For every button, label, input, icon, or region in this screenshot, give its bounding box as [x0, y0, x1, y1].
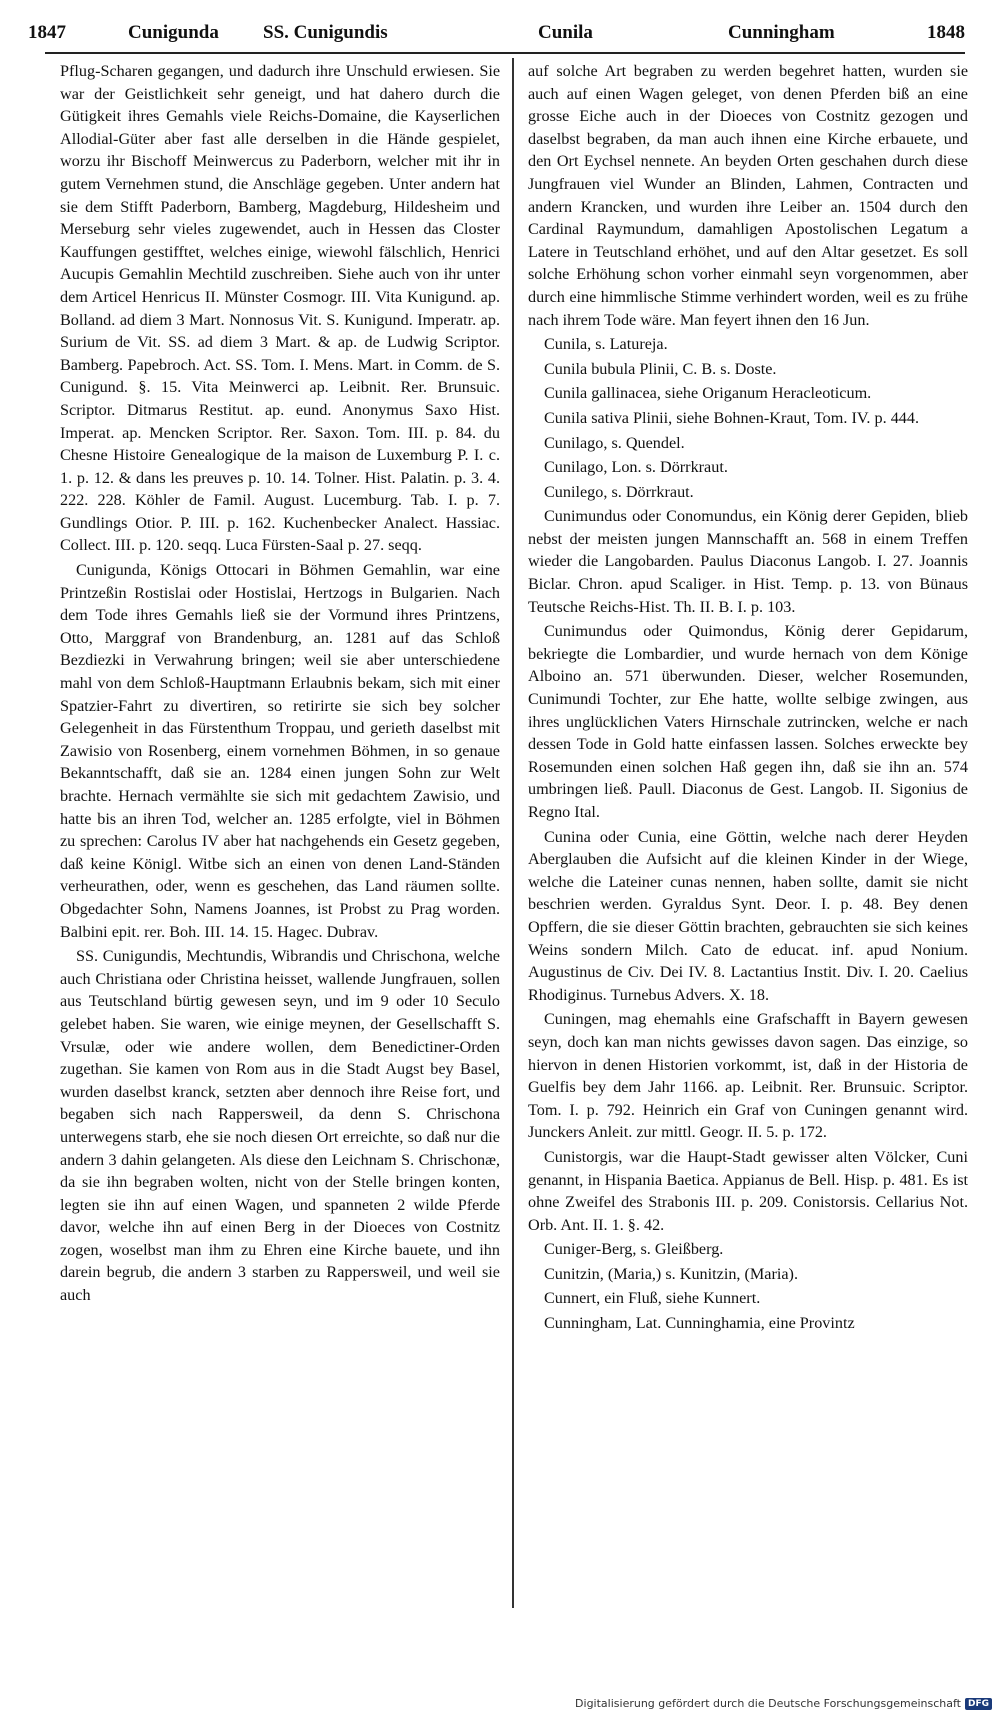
- footer-text: Digitalisierung gefördert durch die Deutsche Forschungsgemeinschaft: [575, 1697, 961, 1710]
- dfg-logo: DFG: [965, 1698, 992, 1710]
- entry-cunilago-quendel: Cunilago, s. Quendel.: [544, 433, 685, 452]
- entry-cunina: Cunina oder Cunia, eine Göttin, welche nach derer Heyden Aberglauben die Aufsicht auf die kleinen Kinder in der Wiege, welche die Lateiner cunas nennen, haben sollte, damit sie nicht beschrien werden. Gyraldus Synt. Deor. I. p. 48. Bey denen Opffern, die sie dieser Göttin brachten, gebrauchten sie sich keines Weins sondern Milch. Cato de educat. inf. apud Nonium. Augustinus de Civ. Dei IV. 8. Lactantius Instit. Div. I. 20. Caelius Rhodiginus. Turnebus Advers. X. 18.: [528, 827, 968, 1004]
- left-running-head-1: Cunigunda: [128, 22, 219, 43]
- left-column: [60, 60, 500, 1307]
- right-running-head-1: Cunila: [538, 22, 593, 43]
- entry-cunilego: Cunilego, s. Dörrkraut.: [544, 482, 694, 501]
- entry-ss-cunigundis: SS. Cunigundis, Mechtundis, Wibrandis und Chrischona, welche auch Christiana oder Christina heisset, wallende Jungfrauen, sollen aus Teutschland bürtig gewesen seyn, und im 9 oder 10 Seculo gelebet haben. Sie waren, wie einige meynen, der Gesellschafft S. Vrsulæ, oder wie andere wollen, dem Benedictiner-Orden zugethan. Sie kamen von Rom aus in die Stadt Augst bey Basel, wurden daselbst kranck, setzten aber dennoch ihre Reise fort, und begaben sich nach Rappersweil, da denn S. Chrischona unterwegens starb, ehe sie noch diesen Ort erreichte, so daß nur die andern 3 dahin gelangeten. Als diese den Leichnam S. Chrischonæ, da sie ihn begraben wolten, nicht von der Stelle bringen konten, legten sie ihn auf einen Wagen, und spanneten 2 wilde Pferde davor, welche ihn auf einen Berg in der Dioeces von Costnitz zogen, woselbst man ihm zu Ehren eine Kirche bauete, und ihn darein begrub, die andern 3 starben zu Rappersweil, und weil sie auch: [60, 947, 500, 1305]
- entry-cunila-bubula: Cunila bubula Plinii, C. B. s. Doste.: [544, 359, 777, 378]
- entry-ss-cunigundis-continued: auf solche Art begraben zu werden begehret hatten, wurden sie auch auf einen Wagen geleget, von denen Pferden biß an eine grosse Eiche auch in der Dioeces von Costnitz gezogen und daselbst begraben, da man auch ihnen eine Kirche erbauete, und den Ort Eychsel nennete. An beyden Orten geschahen durch diese Jungfrauen viel Wunder an Blinden, Lahmen, Contracten und andern Krancken, und wurden ihre Leiber an. 1504 durch den Cardinal Raymundum, damahligen Apostolischen Legatum a Latere in Teutschland erhöhet, und auf den Altar gesetzet. Es soll solche Erhöhung schon vorher einmahl seyn vorgenommen, aber durch eine himmlische Stimme verhindert worden, weil es zu frühe nach ihrem Tode wäre. Man feyert ihnen den 16 Jun.: [528, 62, 968, 329]
- left-running-head-2: SS. Cunigundis: [263, 22, 388, 43]
- entry-cunimundus-quimondus: Cunimundus oder Quimondus, König derer Gepidarum, bekriegte die Lombardier, und wurde hernach von dem Könige Alboino an. 571 überwunden. Dieser, welcher Rosemunden, Cunimundi Tochter, zur Ehe hatte, wollte selbige zwingen, aus ihres unglücklichen Vaters Hirnschale zutrincken, welche er nach dessen Tode in Gold hatte einfassen lassen. Solches erweckte bey Rosemunden einen solchen Haß gegen ihn, daß sie ihn an. 574 umbringen ließ. Paull. Diaconus de Gest. Langob. II. Sigonius de Regno Ital.: [528, 622, 968, 821]
- entry-cuniger-berg: Cuniger-Berg, s. Gleißberg.: [544, 1240, 724, 1259]
- entry-cuningen: Cuningen, mag ehemahls eine Grafschafft in Bayern gewesen seyn, doch kan man nichts gewisses davon sagen. Das einzige, so hiervon in denen Historien vorkommt, ist, daß in der Historia de Guelfis bey dem Jahr 1166. ap. Leibnit. Rer. Brunsuic. Scriptor. Tom. I. p. 792. Heinrich ein Graf von Cuningen genannt wird. Junckers Anleit. zur mittl. Geogr. II. 5. p. 172.: [528, 1010, 968, 1142]
- digitization-footer: [575, 1697, 992, 1710]
- left-page-number: 1847: [28, 22, 66, 43]
- entry-cunitzin: Cunitzin, (Maria,) s. Kunitzin, (Maria).: [544, 1264, 798, 1283]
- right-page-number: 1848: [927, 22, 965, 43]
- entry-cunila-sativa: Cunila sativa Plinii, siehe Bohnen-Kraut, Tom. IV. p. 444.: [544, 408, 920, 427]
- entry-cunigunda-continued: Pflug-Scharen gegangen, und dadurch ihre Unschuld erwiesen. Sie war der Geistlichkeit sehr geneigt, und hat dahero durch die Gütigkeit ihres Gemahls viele Reichs-Domaine, die Kayserlichen Allodial-Güter aber fast alle derselben in die Hände gespielet, worzu ihr Bischoff Meinwercus zu Paderborn, welcher mit ihr in gutem Vernehmen stund, die Anschläge gegeben. Unter andern hat sie dem Stifft Paderborn, Bamberg, Magdeburg, Hildesheim und Merseburg sehr vieles zugewendet, auch in Hessen das Closter Kauffungen gestifftet, welches einige, wiewohl fälschlich, Henrici Aucupis Gemahlin Mechtild zuschreiben. Siehe auch von ihr unter dem Articel Henricus II. Münster Cosmogr. III. Vita Kunigund. ap. Bolland. ad diem 3 Mart. Nonnosus Vit. S. Kunigund. Imperatr. ap. Surium de Vit. SS. ad diem 3 Mart. & ap. de Ludwig Scriptor. Bamberg. Papebroch. Act. SS. Tom. I. Mens. Mart. in Comm. de S. Cunigund. §. 15. Vita Meinwerci ap. Leibnit. Rer. Brunsuic. Scriptor. Ditmarus Restitut. ap. eund. Anonymus Saxo Hist. Imperat. ap. Mencken Scriptor. Rer. Saxon. Tom. III. p. 84. du Chesne Histoire Genealogique de la maison de Luxemburg P. I. c. 1. p. 12. & dans les preuves p. 10. 14. Tolner. Hist. Palatin. p. 3. 4. 222. 228. Köhler de Famil. August. Lucemburg. Tab. I. p. 7. Gundlings Otior. P. III. p. 162. Kuchenbecker Analect. Hassiac. Collect. III. p. 120. seqq. Luca Fürsten-Saal p. 27. seqq.: [60, 62, 500, 555]
- entry-cunningham: Cunningham, Lat. Cunninghamia, eine Provintz: [544, 1314, 855, 1333]
- entry-cunigunda-ottocari: Cunigunda, Königs Ottocari in Böhmen Gemahlin, war eine Printzeßin Rostislai oder Hostislai, Hertzogs in Bulgarien. Nach dem Tode ihres Gemahls ließ sie der Vormund ihres Printzens, Otto, Marggraf von Brandenburg, an. 1281 auf das Schloß Bezdiezki in Verwahrung bringen; weil sie aber unterschiedene mahl von dem Schloß-Hauptmann Erlaubnis bekam, sich mit einer Spatzier-Fahrt zu divertiren, so retirirte sie sich bey solcher Gelegenheit in das Fürstenthum Troppau, und gerieth daselbst mit Zawisio von Rosenberg, einem vornehmen Böhmen, in so genaue Bekanntschafft, daß sie an. 1284 einen jungen Sohn zur Welt brachte. Hernach vermählte sie sich mit gedachtem Zawisio, und hatte bis an ihren Tod, welcher an. 1285 erfolgte, viel in Böhmen zu sprechen: Carolus IV aber hat nachgehends ein Gesetz gegeben, daß keine Königl. Witbe sich an einen von denen Land-Ständen verheurathen, oder, wenn es geschehen, das Land räumen sollte. Obgedachter Sohn, Namens Joannes, ist Probst zu Prag worden. Balbini epit. rer. Boh. III. 14. 15. Hagec. Dubrav.: [60, 561, 500, 941]
- right-column: [528, 60, 968, 1335]
- entry-cunilago-lon: Cunilago, Lon. s. Dörrkraut.: [544, 458, 728, 477]
- entry-cunnert: Cunnert, ein Fluß, siehe Kunnert.: [544, 1289, 761, 1308]
- entry-cunimundus-conomundus: Cunimundus oder Conomundus, ein König derer Gepiden, blieb nebst der meisten jungen Mannschafft an. 568 in einem Treffen wieder die Langobarden. Paulus Diaconus Langob. I. 27. Joannis Biclar. Chron. apud Scaliger. in Hist. Temp. p. 13. von Bünaus Teutsche Reichs-Hist. Th. II. B. I. p. 103.: [528, 507, 968, 616]
- page-header: [28, 22, 965, 50]
- entry-cunila: Cunila, s. Latureja.: [544, 335, 668, 354]
- right-running-head-2: Cunningham: [728, 22, 835, 43]
- entry-cunistorgis: Cunistorgis, war die Haupt-Stadt gewisser alten Völcker, Cuni genannt, in Hispania Baetica. Appianus de Bell. Hisp. p. 481. Es ist ohne Zweifel des Strabonis III. p. 209. Conistorsis. Cellarius Not. Orb. Ant. II. 1. §. 42.: [528, 1147, 968, 1234]
- header-rule: [45, 52, 965, 54]
- column-divider: [512, 58, 514, 1608]
- entry-cunila-gallinacea: Cunila gallinacea, siehe Origanum Heracleoticum.: [544, 384, 872, 403]
